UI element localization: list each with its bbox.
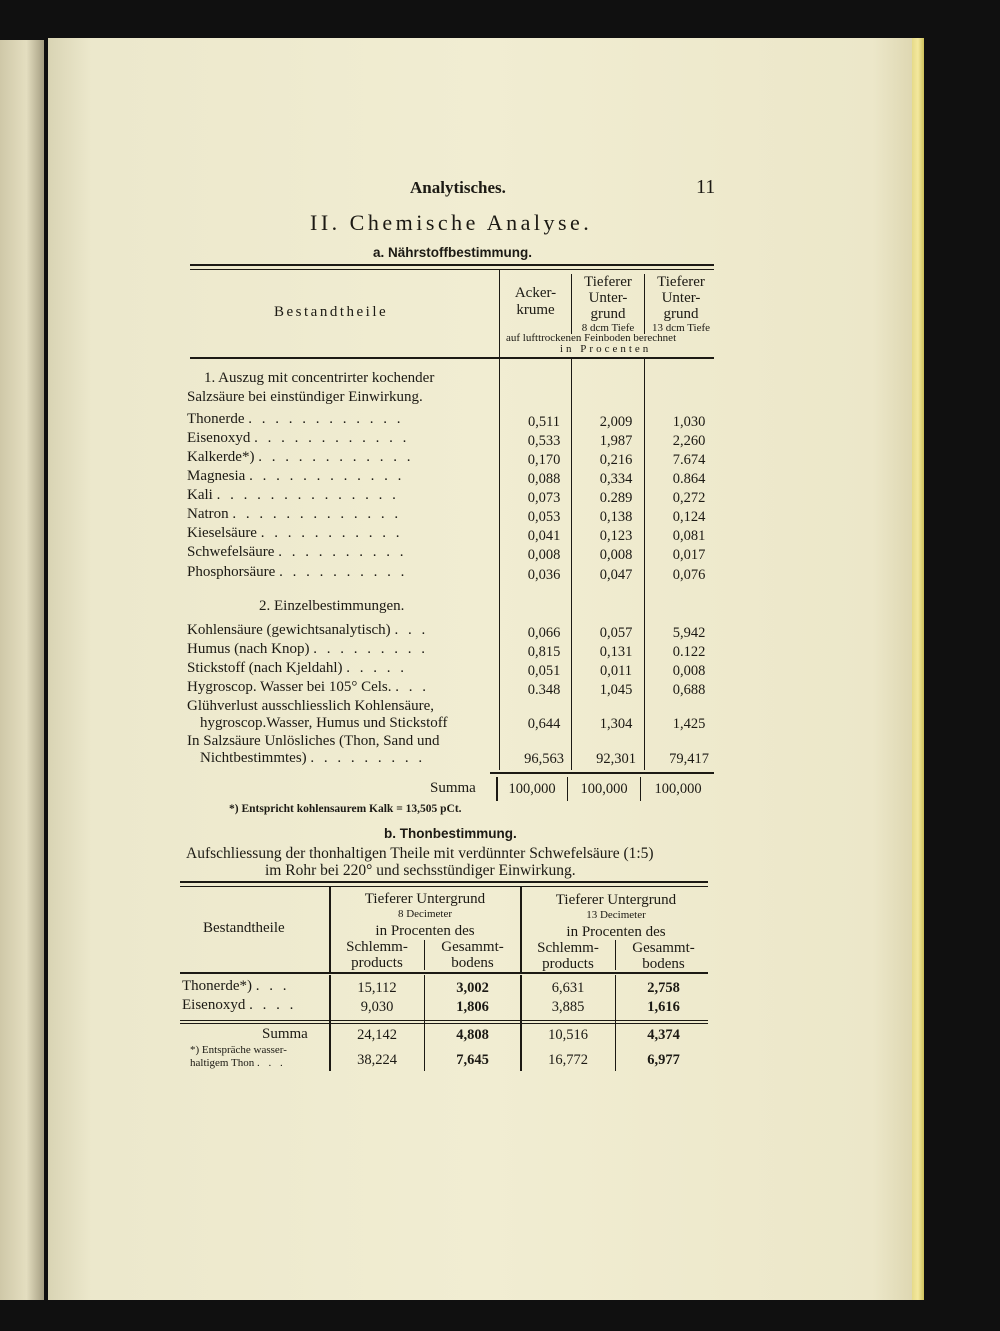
table-row bbox=[187, 525, 402, 542]
row-label: Stickstoff (nach Kjeldahl) bbox=[187, 660, 343, 676]
value-cell: 0,008 bbox=[599, 547, 633, 563]
value-cell: 96,563 bbox=[524, 751, 564, 767]
footnote-b-l1: *) Entspräche wasser- bbox=[190, 1044, 287, 1056]
value-cell: 3,002 bbox=[456, 980, 489, 996]
value-cell: 0,047 bbox=[599, 567, 633, 583]
col-head-basis-note: auf lufttrockenen Feinboden berechnet bbox=[506, 332, 677, 344]
col-head-l1: Gesammt- bbox=[632, 940, 695, 956]
table-row bbox=[187, 622, 428, 639]
row-label: Nichtbestimmtes) bbox=[200, 750, 307, 766]
col-head-ackerkrume-l1: Acker- bbox=[514, 285, 557, 301]
row-label: Eisenoxyd bbox=[182, 997, 246, 1013]
col-head-l2: products bbox=[351, 955, 403, 971]
value-cell: 0,644 bbox=[527, 716, 561, 732]
value-cell: 0,123 bbox=[599, 528, 633, 544]
summa-value: 4,808 bbox=[456, 1027, 489, 1043]
leader-dots: . . . bbox=[255, 978, 290, 994]
value-cell: 0,011 bbox=[599, 663, 633, 679]
col-head-untergrund-8-depth: 8 dcm Tiefe bbox=[581, 322, 635, 334]
value-cell: 0,216 bbox=[599, 452, 633, 468]
table-a-top-rule bbox=[190, 264, 714, 266]
row-label: Schwefelsäure bbox=[187, 544, 275, 560]
value-cell: 0,272 bbox=[672, 490, 706, 506]
running-title: Analytisches. bbox=[410, 178, 506, 197]
leader-dots: . . . . . . . . . . . . bbox=[258, 449, 414, 465]
col-head-untergrund-8-l3: grund bbox=[590, 306, 626, 322]
table-b-sum-rule2 bbox=[180, 1023, 708, 1024]
table-row bbox=[187, 544, 406, 561]
value-cell: 0,051 bbox=[527, 663, 561, 679]
value-cell: 1,987 bbox=[599, 433, 633, 449]
table-b-col-schlemm-13 bbox=[521, 940, 615, 972]
col-head-untergrund-13 bbox=[645, 274, 717, 335]
table-a-head-rule bbox=[190, 357, 714, 359]
value-cell: 0,131 bbox=[599, 644, 633, 660]
col-head-untergrund-8 bbox=[572, 274, 644, 335]
col-head-untergrund-8-l1: Tieferer bbox=[584, 274, 632, 290]
value-cell: 0,081 bbox=[672, 528, 706, 544]
page-title: II. Chemische Analyse. bbox=[310, 210, 593, 235]
row-label: Natron bbox=[187, 506, 229, 522]
leader-dots: . . . . . . . . . . . . bbox=[249, 468, 405, 484]
leader-dots: . . . . bbox=[249, 997, 297, 1013]
leader-dots: . . . bbox=[394, 622, 429, 638]
value-cell: 1,425 bbox=[672, 716, 706, 732]
row-label: Kieselsäure bbox=[187, 525, 257, 541]
row-label: Eisenoxyd bbox=[187, 430, 251, 446]
col-head-untergrund-13-l1: Tieferer bbox=[657, 274, 705, 290]
row-label: Phosphorsäure bbox=[187, 564, 276, 580]
facing-page-edge bbox=[0, 40, 44, 1300]
col-head-l2: bodens bbox=[451, 955, 494, 971]
section-b-title: b. Thonbestimmung. bbox=[384, 826, 517, 841]
table-b-group-8-sub: 8 Decimeter bbox=[397, 908, 453, 920]
value-cell: 0,533 bbox=[527, 433, 561, 449]
value-cell: 0.122 bbox=[672, 644, 706, 660]
value-cell: 0,041 bbox=[527, 528, 561, 544]
leader-dots: . . . . . . . . . . . . bbox=[254, 430, 410, 446]
value-cell: 0,334 bbox=[599, 471, 633, 487]
table-row bbox=[187, 430, 409, 447]
table-row bbox=[187, 660, 407, 677]
row-label: Thonerde*) bbox=[182, 978, 252, 994]
table-b-col-bestandtheile: Bestandtheile bbox=[203, 920, 285, 936]
value-cell: 0,124 bbox=[672, 509, 706, 525]
col-head-l2: bodens bbox=[642, 956, 685, 972]
table-a-top-rule2 bbox=[190, 269, 714, 270]
summa-value: 4,374 bbox=[647, 1027, 680, 1043]
col-head-ackerkrume-l2: krume bbox=[516, 302, 555, 318]
col-head-untergrund-13-l2: Unter- bbox=[661, 290, 701, 306]
row-label: Kali bbox=[187, 487, 213, 503]
leader-dots: . . . . . bbox=[346, 660, 408, 676]
col-head-l1: Gesammt- bbox=[441, 939, 504, 955]
value-cell: 0.864 bbox=[672, 471, 706, 487]
table-b-col-schlemm-8 bbox=[330, 939, 424, 971]
summa-value: 24,142 bbox=[357, 1027, 397, 1043]
gluehverlust-label-l2: hygroscop.Wasser, Humus und Stickstoff bbox=[200, 715, 448, 731]
section-b-desc-l1: Aufschliessung der thonhaltigen Theile mit verdünnter Schwefelsäure (1:5) bbox=[186, 845, 654, 862]
summa-value: 10,516 bbox=[548, 1027, 588, 1043]
value-cell: 6,631 bbox=[551, 980, 585, 996]
value-cell: 6,977 bbox=[647, 1052, 680, 1068]
col-head-unit-note: in Procenten bbox=[560, 343, 652, 355]
row-label: Hygroscop. Wasser bei 105° Cels. bbox=[187, 679, 392, 695]
value-cell: 15,112 bbox=[357, 980, 397, 996]
value-cell: 5,942 bbox=[672, 625, 706, 641]
unloesliches-label-l2 bbox=[200, 750, 425, 767]
value-cell: 1,304 bbox=[599, 716, 633, 732]
value-cell: 2,009 bbox=[599, 414, 633, 430]
group2-title: 2. Einzelbestimmungen. bbox=[259, 598, 405, 614]
value-cell: 3,885 bbox=[551, 999, 585, 1015]
leader-dots: . . . . . . . . . . . . bbox=[248, 411, 404, 427]
summa-value: 100,000 bbox=[508, 781, 556, 797]
value-cell: 0,036 bbox=[527, 567, 561, 583]
section-a-title: a. Nährstoffbestimmung. bbox=[373, 245, 533, 260]
col-head-untergrund-13-l3: grund bbox=[663, 306, 699, 322]
table-b-group-13-title: Tieferer Untergrund bbox=[555, 892, 677, 908]
value-cell: 0,008 bbox=[527, 547, 561, 563]
value-cell: 0,170 bbox=[527, 452, 561, 468]
footnote-a: *) Entspricht kohlensaurem Kalk = 13,505 pCt. bbox=[229, 803, 462, 815]
value-cell: 0,138 bbox=[599, 509, 633, 525]
row-label: Magnesia bbox=[187, 468, 246, 484]
value-cell: 38,224 bbox=[357, 1052, 397, 1068]
table-row bbox=[182, 997, 296, 1014]
value-cell: 1,045 bbox=[599, 682, 633, 698]
col-head-untergrund-8-l2: Unter- bbox=[588, 290, 628, 306]
leader-dots: . . . . . . . . . . . . . bbox=[232, 506, 402, 522]
table-b-top-rule bbox=[180, 881, 708, 883]
leader-dots: . . . . . . . . . . . bbox=[260, 525, 403, 541]
leader-dots: . . . bbox=[395, 679, 429, 695]
leader-dots: . . . . . . . . . . bbox=[278, 544, 407, 560]
value-cell: 79,417 bbox=[669, 751, 709, 767]
value-cell: 1,030 bbox=[672, 414, 706, 430]
value-cell: 0,088 bbox=[527, 471, 561, 487]
group1-title-l1: 1. Auszug mit concentrirter kochender bbox=[204, 370, 435, 386]
summa-value: 100,000 bbox=[654, 781, 702, 797]
section-b-desc-l2: im Rohr bei 220° und sechsstündiger Einwirkung. bbox=[265, 862, 576, 879]
table-b-proc-8: in Procenten des bbox=[375, 923, 475, 939]
col-head-l1: Schlemm- bbox=[346, 939, 408, 955]
footnote-b-label: haltigem Thon bbox=[190, 1057, 255, 1069]
col-head-ackerkrume bbox=[500, 285, 571, 319]
table-b-group-13 bbox=[521, 893, 711, 923]
value-cell: 0.348 bbox=[527, 682, 561, 698]
value-cell: 2,758 bbox=[647, 980, 680, 996]
row-label: Kalkerde*) bbox=[187, 449, 255, 465]
value-cell: 1,806 bbox=[456, 999, 489, 1015]
value-cell: 0.289 bbox=[599, 490, 633, 506]
value-cell: 7.674 bbox=[672, 452, 706, 468]
page-edge-gilt bbox=[912, 38, 924, 1300]
value-cell: 2,260 bbox=[672, 433, 706, 449]
leader-dots: . . . . . . . . . . . . . . bbox=[216, 487, 399, 503]
table-b-head-rule bbox=[180, 972, 708, 974]
leader-dots: . . . . . . . . . . bbox=[279, 564, 408, 580]
table-b-group-8-title: Tieferer Untergrund bbox=[364, 891, 486, 907]
footnote-b-l2 bbox=[190, 1057, 286, 1069]
value-cell: 0,008 bbox=[672, 663, 706, 679]
row-label: Kohlensäure (gewichtsanalytisch) bbox=[187, 622, 391, 638]
value-cell: 0,017 bbox=[672, 547, 706, 563]
table-row bbox=[182, 978, 289, 995]
value-cell: 1,616 bbox=[647, 999, 680, 1015]
table-a-sum-rule bbox=[490, 772, 714, 774]
col-head-l2: products bbox=[542, 956, 594, 972]
table-b-col-gesammt-13 bbox=[616, 940, 711, 972]
value-cell: 92,301 bbox=[596, 751, 636, 767]
summa-value: 100,000 bbox=[580, 781, 628, 797]
table-b-group-8 bbox=[330, 892, 520, 922]
summa-label: Summa bbox=[430, 780, 476, 796]
leader-dots: . . . . . . . . . bbox=[313, 641, 428, 657]
col-head-untergrund-13-depth: 13 dcm Tiefe bbox=[651, 322, 711, 334]
table-row bbox=[187, 411, 403, 428]
table-b-top-rule2 bbox=[180, 886, 708, 887]
table-row bbox=[187, 468, 404, 485]
table-b-col-gesammt-8 bbox=[425, 939, 520, 971]
gluehverlust-label-l1: Glühverlust ausschliesslich Kohlensäure, bbox=[187, 698, 435, 714]
table-row bbox=[187, 449, 413, 466]
leader-dots: . . . . . . . . . bbox=[310, 750, 426, 766]
value-cell: 0,688 bbox=[672, 682, 706, 698]
col-head-bestandtheile: Bestandtheile bbox=[274, 304, 389, 320]
table-b-proc-13: in Procenten des bbox=[566, 924, 666, 940]
row-label: Thonerde bbox=[187, 411, 245, 427]
value-cell: 0,511 bbox=[527, 414, 561, 430]
value-cell: 0,815 bbox=[527, 644, 561, 660]
page-number: 11 bbox=[696, 176, 716, 198]
table-row bbox=[187, 679, 429, 696]
unloesliches-label-l1: In Salzsäure Unlösliches (Thon, Sand und bbox=[187, 733, 440, 749]
value-cell: 0,057 bbox=[599, 625, 633, 641]
summa-label: Summa bbox=[262, 1026, 308, 1042]
group1-title-l2: Salzsäure bei einstündiger Einwirkung. bbox=[187, 389, 423, 405]
table-b-group-13-sub: 13 Decimeter bbox=[586, 909, 646, 921]
value-cell: 0,066 bbox=[527, 625, 561, 641]
table-row bbox=[187, 487, 399, 504]
value-cell: 0,076 bbox=[672, 567, 706, 583]
value-cell: 0,073 bbox=[527, 490, 561, 506]
col-head-l1: Schlemm- bbox=[537, 940, 599, 956]
leader-dots: . . . bbox=[257, 1057, 286, 1069]
value-cell: 0,053 bbox=[527, 509, 561, 525]
value-cell: 16,772 bbox=[548, 1052, 588, 1068]
table-b-sum-rule bbox=[180, 1020, 708, 1021]
value-cell: 7,645 bbox=[456, 1052, 489, 1068]
value-cell: 9,030 bbox=[360, 999, 394, 1015]
row-label: Humus (nach Knop) bbox=[187, 641, 310, 657]
table-row bbox=[187, 564, 407, 581]
table-row bbox=[187, 641, 428, 658]
table-row bbox=[187, 506, 401, 523]
